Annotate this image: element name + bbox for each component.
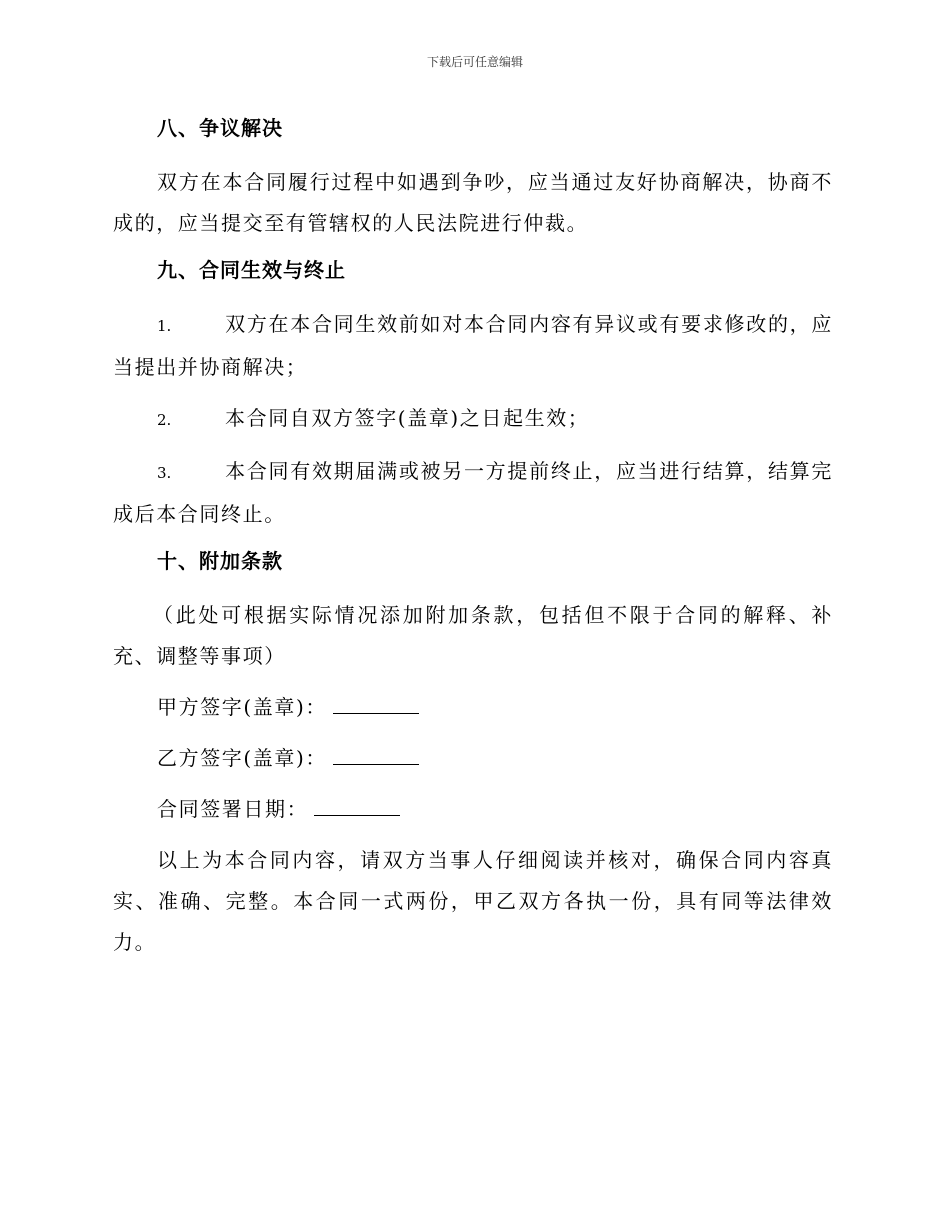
section-9-item-1 bbox=[113, 304, 833, 388]
item-number: 3. bbox=[157, 464, 172, 482]
section-9-title: 九、合同生效与终止 bbox=[157, 258, 346, 282]
section-10-title: 十、附加条款 bbox=[157, 549, 283, 573]
item-text: 双方在本合同生效前如对本合同内容有异议或有要求修改的，应当提出并协商解决； bbox=[113, 312, 833, 379]
item-number: 2. bbox=[157, 411, 172, 429]
party-b-signature-blank bbox=[333, 742, 419, 765]
party-a-signature-blank bbox=[333, 691, 419, 714]
party-a-label: 甲方签字(盖章)： bbox=[157, 695, 328, 719]
party-a-signature-line bbox=[113, 687, 833, 728]
section-10-text: （此处可根据实际情况添加附加条款，包括但不限于合同的解释、补充、调整等事项） bbox=[113, 603, 833, 668]
item-text: 本合同有效期届满或被另一方提前终止，应当进行结算，结算完成后本合同终止。 bbox=[113, 459, 833, 526]
sign-date-blank bbox=[314, 793, 400, 816]
sign-date-line bbox=[113, 789, 833, 830]
section-8-text: 双方在本合同履行过程中如遇到争吵，应当通过友好协商解决，协商不成的，应当提交至有管辖权的人民法院进行仲裁。 bbox=[113, 170, 833, 235]
section-9-item-2 bbox=[113, 398, 833, 441]
item-text: 本合同自双方签字(盖章)之日起生效； bbox=[225, 406, 590, 430]
section-9-item-3 bbox=[113, 451, 833, 535]
party-b-label: 乙方签字(盖章)： bbox=[157, 746, 328, 770]
contract-document bbox=[113, 112, 833, 973]
section-8-title: 八、争议解决 bbox=[157, 116, 283, 140]
item-number: 1. bbox=[157, 317, 172, 335]
party-b-signature-line bbox=[113, 738, 833, 779]
page-header: 下载后可任意编辑 bbox=[426, 55, 523, 69]
closing-paragraph: 以上为本合同内容，请双方当事人仔细阅读并核对，确保合同内容真实、准确、完整。本合同一式两份，甲乙双方各执一份，具有同等法律效力。 bbox=[113, 848, 833, 954]
sign-date-label: 合同签署日期： bbox=[157, 797, 309, 821]
